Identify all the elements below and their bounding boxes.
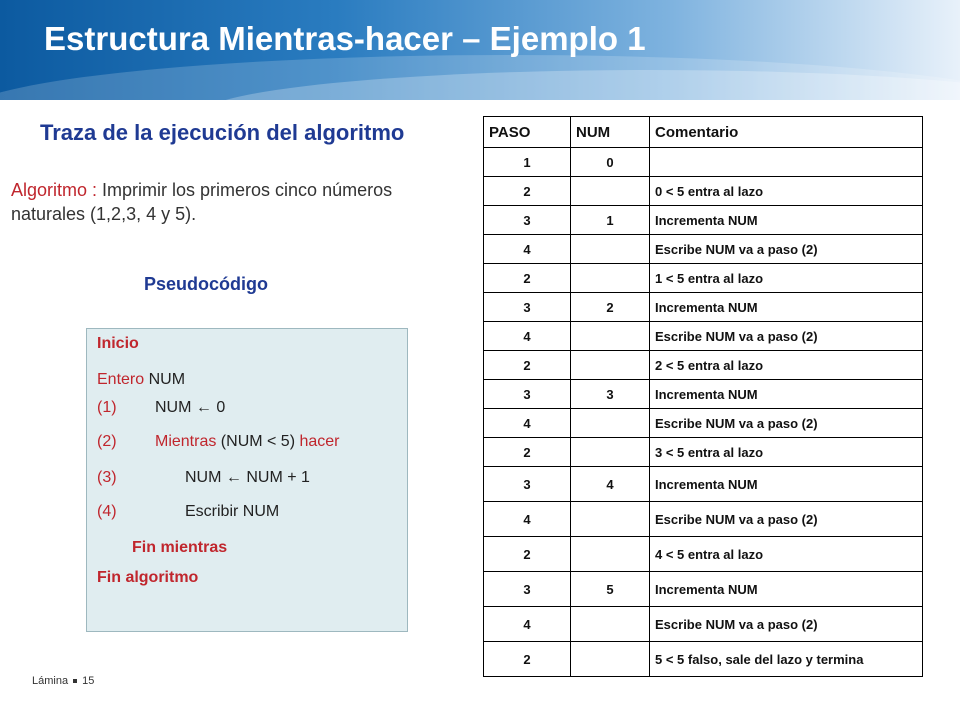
fin-mientras: Fin mientras — [132, 539, 228, 556]
table-row — [484, 467, 923, 502]
pseudocode-declaration — [97, 371, 185, 389]
cell-paso: 3 — [484, 293, 571, 322]
cell-comentario: 2 < 5 entra al lazo — [650, 351, 923, 380]
algorithm-text: Imprimir los primeros cinco números naturales (1,2,3, 4 y 5). — [11, 180, 393, 224]
page-number: 15 — [82, 675, 95, 687]
cell-num: 2 — [571, 293, 650, 322]
cell-num: 3 — [571, 380, 650, 409]
cell-comentario: Incrementa NUM — [650, 572, 923, 607]
table-row — [484, 380, 923, 409]
cell-comentario: Incrementa NUM — [650, 467, 923, 502]
footer-label: Lámina — [32, 675, 69, 687]
cell-num — [571, 322, 650, 351]
table-row — [484, 177, 923, 206]
pseudocode-title: Pseudocódigo — [144, 274, 269, 294]
cell-paso: 1 — [484, 148, 571, 177]
algorithm-label: Algoritmo : — [11, 180, 98, 200]
cell-paso: 4 — [484, 502, 571, 537]
cell-comentario: Incrementa NUM — [650, 293, 923, 322]
cell-paso: 3 — [484, 206, 571, 235]
table-row — [484, 148, 923, 177]
cell-comentario: 0 < 5 entra al lazo — [650, 177, 923, 206]
cell-paso: 4 — [484, 607, 571, 642]
header-comentario: Comentario — [650, 117, 923, 148]
algorithm-description — [11, 178, 451, 226]
cell-paso: 3 — [484, 572, 571, 607]
hacer-keyword: hacer — [299, 433, 340, 450]
cell-num — [571, 607, 650, 642]
line-2-condition: (NUM < 5) — [216, 433, 300, 450]
cell-comentario — [650, 148, 923, 177]
line-4-number: (4) — [97, 503, 117, 520]
line-2-text — [155, 433, 340, 451]
table-row — [484, 572, 923, 607]
trace-table — [483, 116, 923, 677]
cell-comentario: Escribe NUM va a paso (2) — [650, 607, 923, 642]
cell-paso: 2 — [484, 642, 571, 677]
cell-num: 5 — [571, 572, 650, 607]
cell-num — [571, 177, 650, 206]
cell-num — [571, 642, 650, 677]
table-row — [484, 409, 923, 438]
table-row — [484, 607, 923, 642]
line-2-number: (2) — [97, 433, 117, 450]
cell-num: 1 — [571, 206, 650, 235]
cell-comentario: Incrementa NUM — [650, 206, 923, 235]
cell-paso: 4 — [484, 235, 571, 264]
cell-comentario: 3 < 5 entra al lazo — [650, 438, 923, 467]
cell-comentario: Escribe NUM va a paso (2) — [650, 235, 923, 264]
cell-num: 4 — [571, 467, 650, 502]
slide-title: Estructura Mientras-hacer – Ejemplo 1 — [44, 20, 646, 57]
table-row — [484, 235, 923, 264]
table-row — [484, 438, 923, 467]
cell-num — [571, 409, 650, 438]
table-row — [484, 293, 923, 322]
entero-var: NUM — [144, 371, 186, 388]
cell-num — [571, 264, 650, 293]
cell-paso: 3 — [484, 467, 571, 502]
table-row — [484, 642, 923, 677]
line-4-text: Escribir NUM — [185, 503, 280, 520]
footer-separator-icon — [73, 679, 77, 683]
cell-num — [571, 537, 650, 572]
cell-comentario: 5 < 5 falso, sale del lazo y termina — [650, 642, 923, 677]
cell-num — [571, 438, 650, 467]
cell-paso: 2 — [484, 438, 571, 467]
cell-comentario: Escribe NUM va a paso (2) — [650, 322, 923, 351]
cell-paso: 2 — [484, 177, 571, 206]
cell-paso: 2 — [484, 264, 571, 293]
mientras-keyword: Mientras — [155, 433, 217, 450]
cell-num — [571, 502, 650, 537]
table-row — [484, 322, 923, 351]
entero-keyword: Entero — [97, 371, 145, 388]
cell-comentario: Escribe NUM va a paso (2) — [650, 502, 923, 537]
table-row — [484, 264, 923, 293]
line-1-text: NUM ← 0 — [155, 399, 226, 416]
table-row — [484, 351, 923, 380]
cell-num: 0 — [571, 148, 650, 177]
cell-comentario: Escribe NUM va a paso (2) — [650, 409, 923, 438]
table-row — [484, 502, 923, 537]
cell-paso: 4 — [484, 322, 571, 351]
header-num: NUM — [571, 117, 650, 148]
header-paso: PASO — [484, 117, 571, 148]
pseudocode-box — [86, 328, 408, 632]
cell-paso: 2 — [484, 537, 571, 572]
line-3-text: NUM ← NUM + 1 — [185, 469, 310, 486]
cell-comentario: Incrementa NUM — [650, 380, 923, 409]
cell-comentario: 4 < 5 entra al lazo — [650, 537, 923, 572]
cell-comentario: 1 < 5 entra al lazo — [650, 264, 923, 293]
slide-footer — [32, 675, 94, 687]
cell-num — [571, 351, 650, 380]
cell-num — [571, 235, 650, 264]
slide-header — [0, 0, 960, 100]
section-subtitle: Traza de la ejecución del algoritmo — [40, 120, 405, 145]
line-3-number: (3) — [97, 469, 117, 486]
line-1-number: (1) — [97, 399, 117, 416]
fin-algoritmo: Fin algoritmo — [97, 569, 199, 586]
table-row — [484, 537, 923, 572]
cell-paso: 3 — [484, 380, 571, 409]
table-row — [484, 206, 923, 235]
cell-paso: 4 — [484, 409, 571, 438]
pseudocode-inicio: Inicio — [97, 335, 139, 352]
trace-table-header — [484, 117, 923, 148]
cell-paso: 2 — [484, 351, 571, 380]
